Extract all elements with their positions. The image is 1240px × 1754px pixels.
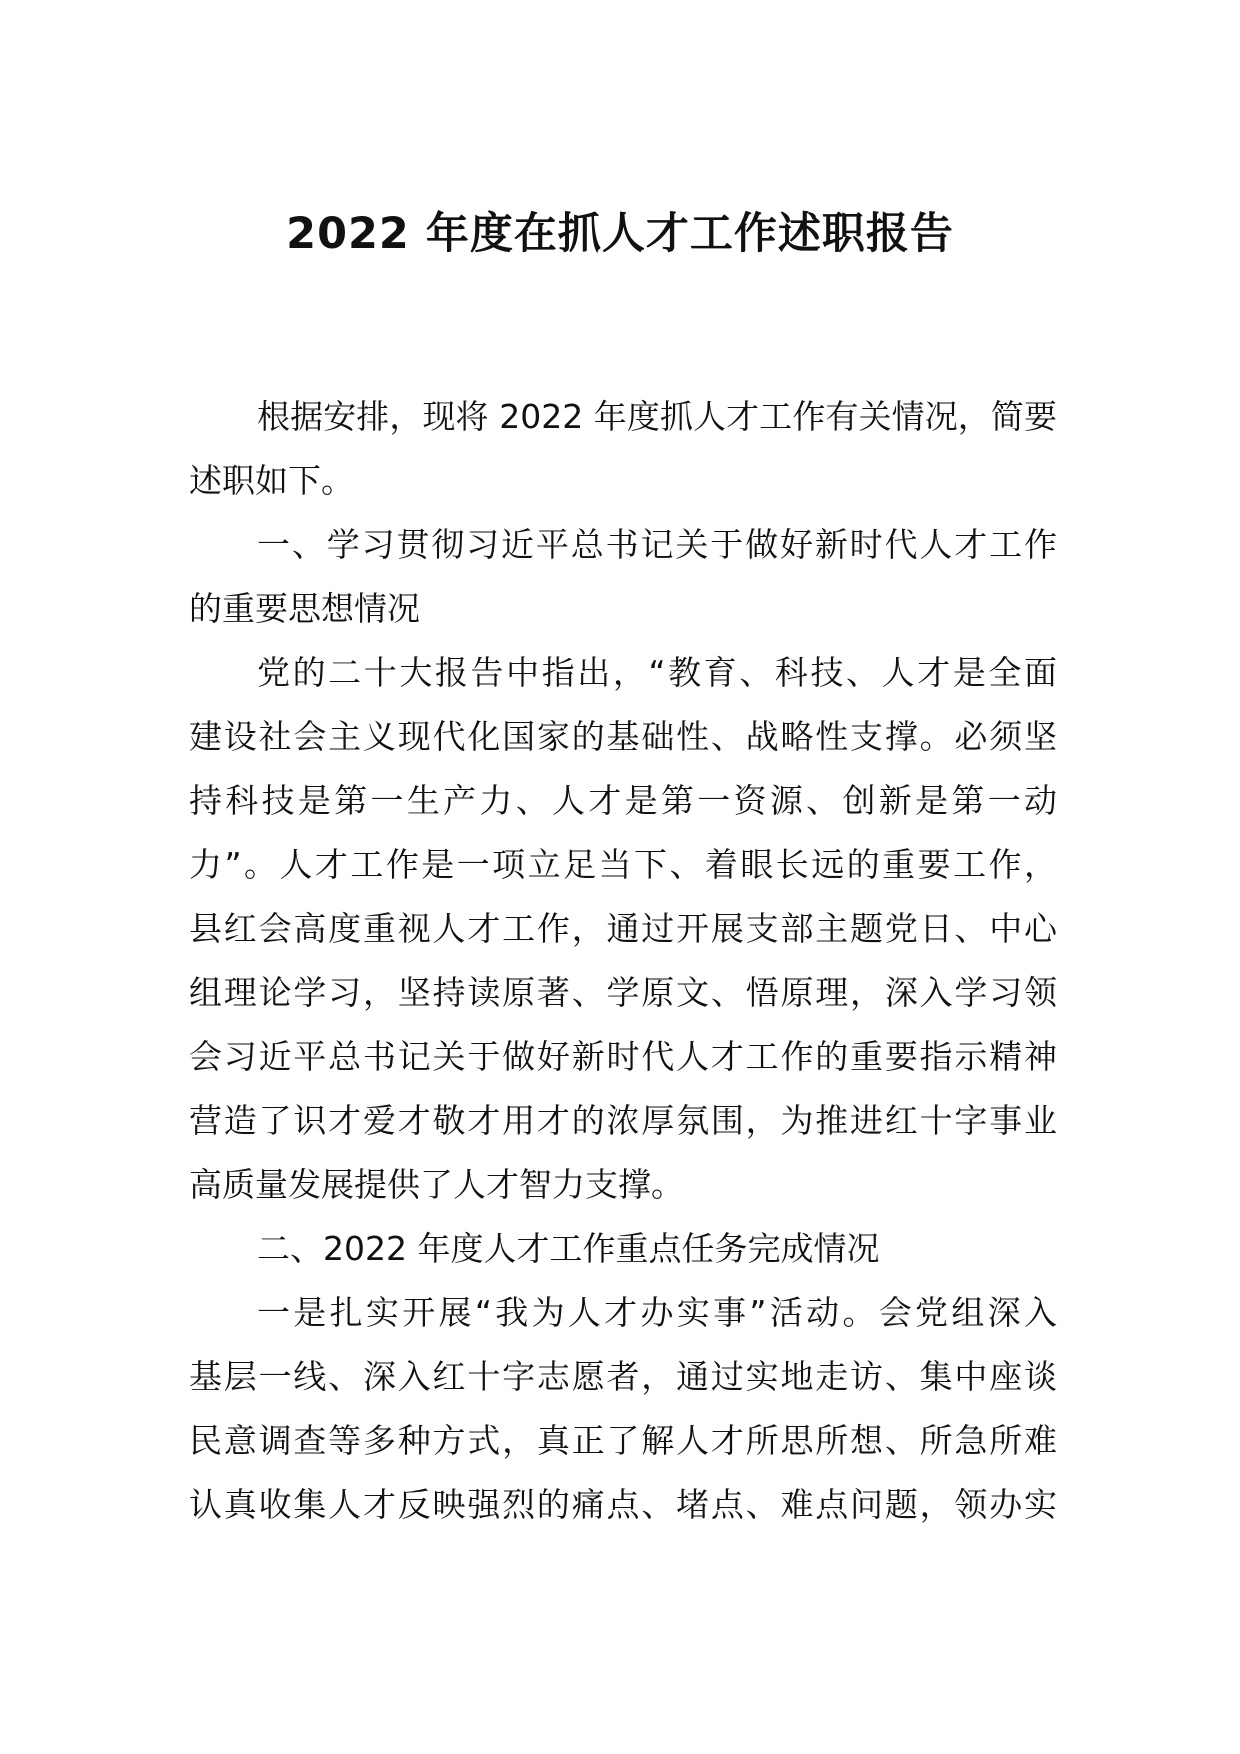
text-line: 会习近平总书记关于做好新时代人才工作的重要指示精神 <box>189 1037 1057 1076</box>
text-line: 县红会高度重视人才工作，通过开展支部主题党日、中心 <box>189 909 1057 948</box>
text-line: 基层一线、深入红十字志愿者，通过实地走访、集中座谈 <box>189 1357 1057 1396</box>
text-line: 的重要思想情况 <box>189 589 420 628</box>
text-line: 二、2022 年度人才工作重点任务完成情况 <box>257 1229 880 1268</box>
text-line: 持科技是第一生产力、人才是第一资源、创新是第一动 <box>189 781 1057 820</box>
text-line: 党的二十大报告中指出，“教育、科技、人才是全面 <box>257 653 1057 692</box>
text-line: 营造了识才爱才敬才用才的浓厚氛围，为推进红十字事业 <box>189 1101 1057 1140</box>
text-line: 一是扎实开展“我为人才办实事”活动。会党组深入 <box>257 1293 1057 1332</box>
text-line: 民意调查等多种方式，真正了解人才所思所想、所急所难 <box>189 1421 1057 1460</box>
document-body <box>189 385 1057 1537</box>
document-title: 2022 年度在抓人才工作述职报告 <box>286 209 954 259</box>
text-line: 组理论学习，坚持读原著、学原文、悟原理，深入学习领 <box>189 973 1057 1012</box>
text-line: 一、学习贯彻习近平总书记关于做好新时代人才工作 <box>257 525 1057 564</box>
text-line: 建设社会主义现代化国家的基础性、战略性支撑。必须坚 <box>189 717 1057 756</box>
text-line: 认真收集人才反映强烈的痛点、堵点、难点问题，领办实 <box>189 1485 1057 1524</box>
text-line: 根据安排，现将 2022 年度抓人才工作有关情况，简要 <box>257 397 1057 436</box>
text-line: 述职如下。 <box>189 461 354 500</box>
text-line: 力”。人才工作是一项立足当下、着眼长远的重要工作， <box>189 845 1057 884</box>
text-line: 高质量发展提供了人才智力支撑。 <box>189 1165 684 1204</box>
